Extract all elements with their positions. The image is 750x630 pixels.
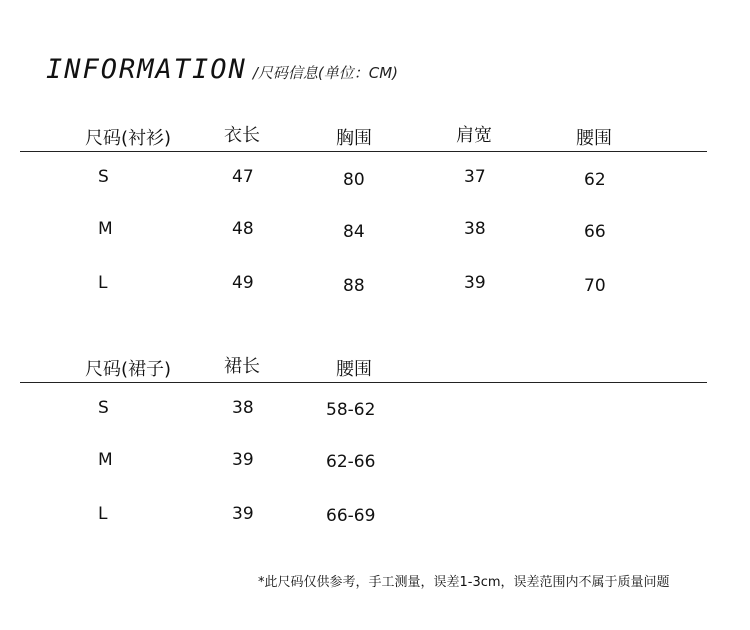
table-cell: 37 bbox=[464, 167, 486, 187]
table-cell: L bbox=[98, 504, 108, 524]
title-subtitle: /尺码信息(单位：CM) bbox=[252, 64, 398, 82]
table-cell: 39 bbox=[232, 504, 254, 524]
shirt-header-divider bbox=[20, 151, 707, 152]
header-shoulder: 肩宽 bbox=[456, 125, 492, 146]
header-length: 衣长 bbox=[224, 125, 260, 146]
table-cell: 49 bbox=[232, 273, 254, 293]
table-cell: M bbox=[98, 450, 113, 470]
table-cell: 39 bbox=[232, 450, 254, 470]
page-title bbox=[46, 54, 398, 85]
table-cell: 66 bbox=[584, 222, 606, 242]
title-main: INFORMATION bbox=[46, 54, 247, 85]
table-cell: 66-69 bbox=[326, 506, 376, 526]
table-cell: S bbox=[98, 398, 109, 418]
header-chest: 胸围 bbox=[336, 128, 372, 149]
table-cell: 88 bbox=[343, 276, 365, 296]
table-cell: M bbox=[98, 219, 113, 239]
header-size-shirt: 尺码(衬衫) bbox=[85, 128, 172, 149]
header-waist: 腰围 bbox=[336, 359, 372, 380]
table-cell: 84 bbox=[343, 222, 365, 242]
table-cell: 38 bbox=[464, 219, 486, 239]
header-size-skirt: 尺码(裙子) bbox=[85, 359, 172, 380]
table-cell: 47 bbox=[232, 167, 254, 187]
table-cell: S bbox=[98, 167, 109, 187]
table-cell: 38 bbox=[232, 398, 254, 418]
table-cell: 70 bbox=[584, 276, 606, 296]
table-cell: 62-66 bbox=[326, 452, 376, 472]
header-skirt-length: 裙长 bbox=[224, 356, 260, 377]
table-cell: 58-62 bbox=[326, 400, 376, 420]
header-waist: 腰围 bbox=[576, 128, 612, 149]
table-cell: 48 bbox=[232, 219, 254, 239]
table-cell: 39 bbox=[464, 273, 486, 293]
table-cell: 80 bbox=[343, 170, 365, 190]
footnote: *此尺码仅供参考，手工测量，误差1-3cm，误差范围内不属于质量问题 bbox=[258, 575, 670, 590]
skirt-header-divider bbox=[20, 382, 707, 383]
table-cell: L bbox=[98, 273, 108, 293]
table-cell: 62 bbox=[584, 170, 606, 190]
